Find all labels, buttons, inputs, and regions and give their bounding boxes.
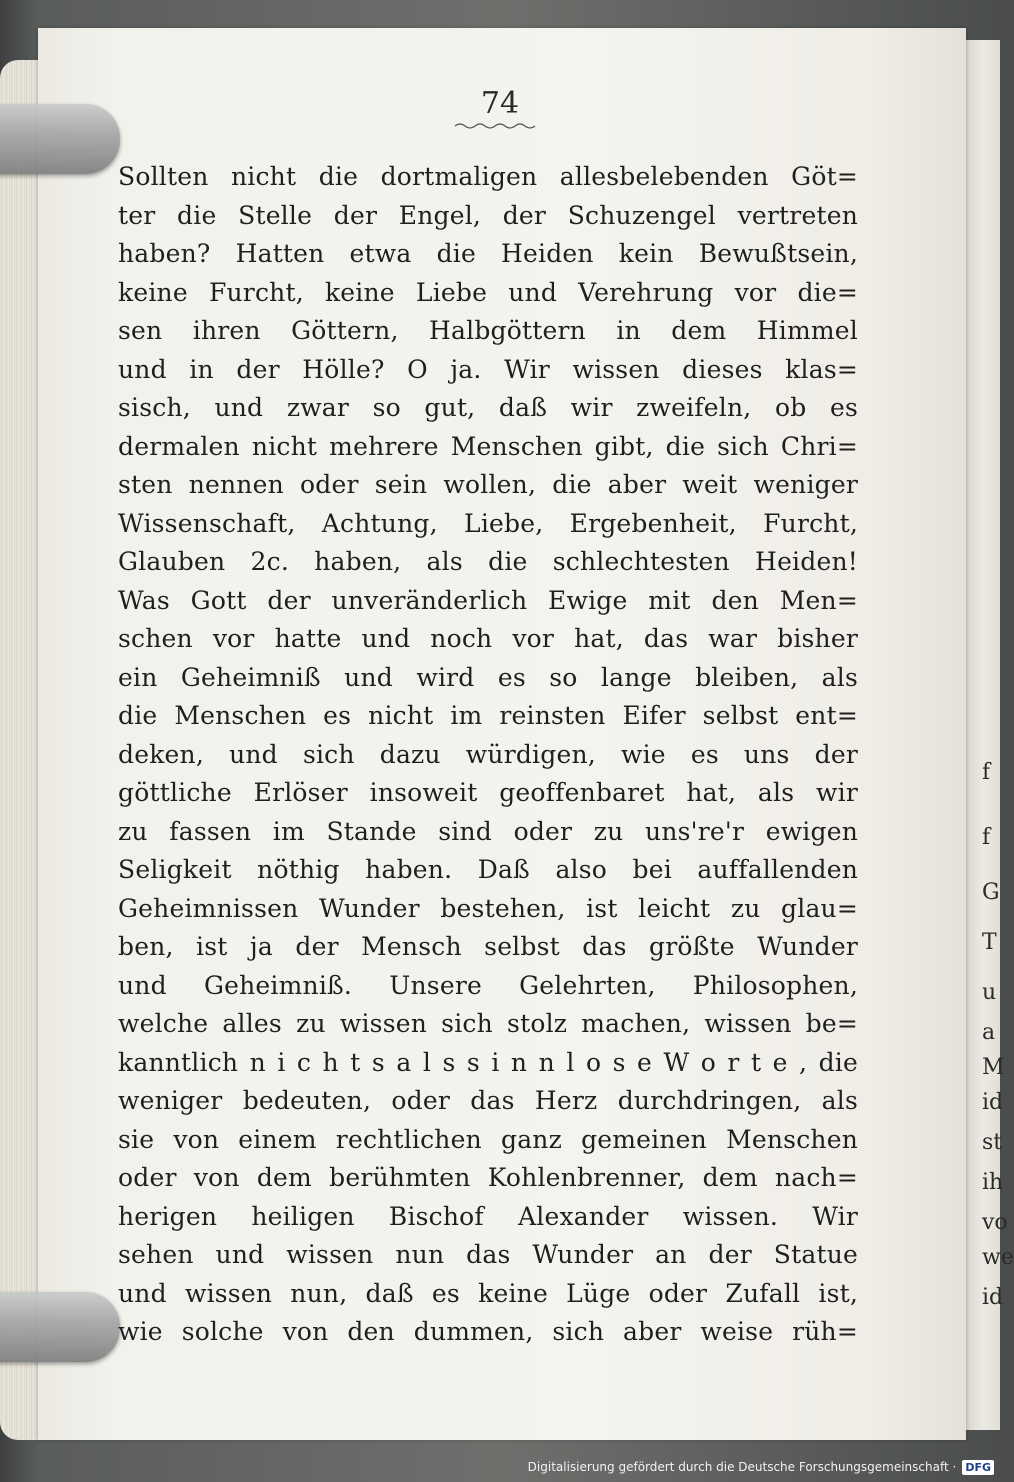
text-line: sen ihren Göttern, Halbgöttern in dem Himmel [118, 316, 858, 345]
adjacent-page-glyph: we [982, 1245, 1014, 1270]
footer-credit: Digitalisierung gefördert durch die Deutsche Forschungsgemeinschaft · [527, 1460, 957, 1474]
text-line: sehen und wissen nun das Wunder an der Statue [118, 1240, 858, 1269]
book-clamp-bottom [0, 1292, 120, 1362]
text-line: dermalen nicht mehrere Menschen gibt, die sich Chri= [118, 431, 858, 461]
adjacent-page-glyph: id [982, 1090, 1004, 1115]
adjacent-page-glyph: f [982, 825, 991, 850]
text-line: die Menschen es nicht im reinsten Eifer selbst ent= [118, 701, 858, 730]
text-line: ein Geheimniß und wird es so lange bleiben, als [118, 662, 858, 692]
page-number: 74 [480, 86, 520, 121]
dfg-logo: DFG [962, 1460, 994, 1475]
adjacent-page-glyph: a [982, 1020, 996, 1045]
text-line: ben, ist ja der Mensch selbst das größte Wunder [118, 932, 858, 961]
adjacent-page-glyph: T [982, 930, 997, 955]
text-line: Glauben 2c. haben, als die schlechtesten Heiden! [118, 547, 858, 576]
text-line: schen vor hatte und noch vor hat, das war bisher [118, 624, 858, 653]
text-line: ter die Stelle der Engel, der Schuzengel vertreten [118, 200, 858, 230]
text-line: weniger bedeuten, oder das Herz durchdringen, als [118, 1086, 858, 1115]
text-line: sie von einem rechtlichen ganz gemeinen Menschen [118, 1124, 858, 1154]
text-line: Sollten nicht die dortmaligen allesbelebenden Göt= [118, 162, 858, 191]
adjacent-page-glyph: ih [982, 1170, 1004, 1195]
text-line: und wissen nun, daß es keine Lüge oder Zufall ist, [118, 1278, 858, 1308]
text-line: oder von dem berühmten Kohlenbrenner, dem nach= [118, 1163, 858, 1192]
text-line: keine Furcht, keine Liebe und Verehrung vor die= [118, 277, 858, 307]
text-line: Wissenschaft, Achtung, Liebe, Ergebenheit, Furcht, [118, 508, 858, 538]
adjacent-page-glyph: G [982, 880, 1000, 905]
text-line: kanntlich n i c h t s a l s s i n n l o s e W o r t e , die [118, 1047, 858, 1077]
text-line: Seligkeit nöthig haben. Daß also bei auffallenden [118, 855, 858, 884]
adjacent-page-glyph: vo [982, 1210, 1008, 1235]
text-line: zu fassen im Stande sind oder zu uns're'r ewigen [118, 816, 858, 846]
text-line: und in der Hölle? O ja. Wir wissen dieses klas= [118, 354, 858, 384]
text-line: haben? Hatten etwa die Heiden kein Bewußtsein, [118, 239, 858, 268]
text-line: Was Gott der unveränderlich Ewige mit den Men= [118, 585, 858, 615]
text-line: wie solche von den dummen, sich aber weise rüh= [118, 1317, 858, 1346]
digitization-footer [528, 1456, 994, 1478]
text-line: herigen heiligen Bischof Alexander wissen. Wir [118, 1201, 858, 1231]
text-line: sisch, und zwar so gut, daß wir zweifeln, ob es [118, 393, 858, 422]
text-line: Geheimnissen Wunder bestehen, ist leicht zu glau= [118, 893, 858, 923]
adjacent-page-strip [966, 40, 1014, 1430]
page-text [118, 158, 858, 1352]
adjacent-page-glyph: u [982, 980, 997, 1005]
adjacent-page-glyph: id [982, 1285, 1004, 1310]
text-line: welche alles zu wissen sich stolz machen, wissen be= [118, 1009, 858, 1038]
page-number-ornament [455, 122, 535, 130]
text-line: deken, und sich dazu würdigen, wie es uns der [118, 739, 858, 769]
text-line: und Geheimniß. Unsere Gelehrten, Philosophen, [118, 970, 858, 1000]
adjacent-page-glyph: st [982, 1130, 1003, 1155]
text-line: sten nennen oder sein wollen, die aber weit weniger [118, 470, 858, 499]
adjacent-page-glyph: f [982, 760, 991, 785]
adjacent-page-glyph: M [982, 1055, 1005, 1080]
text-line: göttliche Erlöser insoweit geoffenbaret hat, als wir [118, 778, 858, 807]
